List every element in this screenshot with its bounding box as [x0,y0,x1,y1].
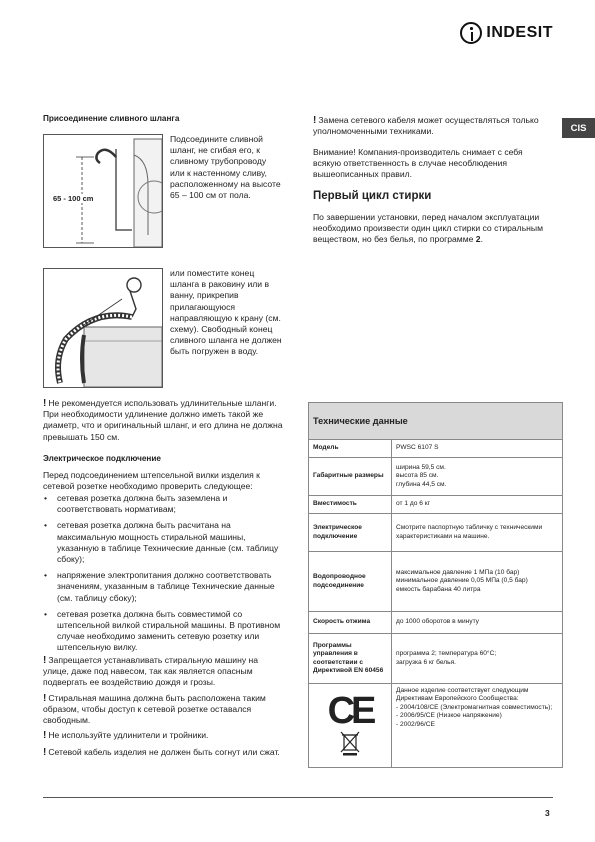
page-number: 3 [545,808,550,818]
warning-cable-replace: ! Замена сетевого кабеля может осуществляться только уполномоченными техниками. [313,115,539,137]
first-cycle-title: Первый цикл стирки [313,190,432,202]
warning-icon: ! [43,747,47,758]
table-row: Вместимость от 1 до 6 кг [309,496,563,514]
warning-icon: ! [43,398,47,409]
warning-icon: ! [313,115,317,126]
list-item: • сетевая розетка должна быть совместимой со штепсельной вилкой стиральной машины. В противном случае необходимо заменить сетевую розетку или штепсельную вилку. [43,609,283,654]
electrical-title: Электрическое подключение [43,454,161,463]
first-cycle-text: По завершении установки, перед началом эксплуатации необходимо произвести один цикл стирки со стиральным веществом, но без белья, по программе 2. [313,212,543,245]
warning-icon: ! [43,693,47,704]
electrical-intro: Перед подсоединением штепсельной вилки изделия к сетевой розетке необходимо проверить следующее: [43,470,260,492]
warning-cable: ! Сетевой кабель изделия не должен быть согнут или сжат. [43,747,280,758]
warning-extension-hose: ! Не рекомендуется использовать удлинительные шланги. При необходимости удлинение должно иметь такой же диаметр, что и оригинальный шланг, и его длина не должна превышать 150 см. [43,398,283,442]
table-row: Модель PWSC 6107 S [309,440,563,458]
table-row: Водопроводное подсоединение максимальное давление 1 МПа (10 бар) минимальное давление 0,05 МПа (0,5 бар) емкость барабана 40 литра [309,552,563,612]
table-row: Программы управления в соответствии с Директивой EN 60456 программа 2; температура 60°C; загрузка 6 кг белья. [309,634,563,684]
logo-mark-icon [460,22,482,44]
list-item: • сетевая розетка должна быть расчитана на максимальную мощность стиральной машины, указанную в таблице Технические данные (см. таблицу сбоку); [43,520,283,565]
drain-sink-illustration [43,268,163,388]
warning-no-adapters: ! Не используйте удлинители и тройники. [43,730,209,741]
list-item: • напряжение электропитания должно соответствовать значениям, указанным в таблице Технические данные (см. таблицу сбоку); [43,570,283,604]
ce-mark-icon: CE [327,689,373,732]
table-row: Скорость отжима до 1000 оборотов в минуту [309,612,563,634]
language-tab: CIS [562,118,595,138]
warning-outdoor: ! Запрещается устанавливать стиральную машину на улице, даже под навесом, так как является опасным подвергать ее воздействию дождя и грозы. [43,655,259,688]
list-item: • сетевая розетка должна быть заземлена и соответствовать нормативам; [43,493,283,515]
ce-directives: Данное изделие соответствует следующим Директивам Европейского Сообщества: - 2004/108/CE (Электромагнитная совместимость); - 2006/95/CE (Низкое напряжение) - 2002/96/CE [392,684,563,768]
table-row: Габаритные размеры ширина 59,5 см. высота 85 см. глубина 44,5 см. [309,458,563,496]
warning-icon: ! [43,730,47,741]
weee-bin-icon [339,730,361,756]
table-title: Технические данные [309,403,563,440]
table-row: Электрическое подключение Смотрите паспортную табличку с техническими характеристиками на машине. [309,514,563,552]
logo-text: INDESIT [486,24,553,41]
attention-note: Внимание! Компания-производитель снимает с себя всякую ответственность в случае несоблюдения вышеописанных правил. [313,147,523,180]
ce-cell [309,684,392,768]
drain-height-label: 65 - 100 cm [53,194,94,203]
drain-height-illustration [43,134,163,248]
warning-icon: ! [43,655,47,666]
program-number: 2 [475,234,481,245]
technical-data-table [308,402,563,768]
table-row [309,684,563,768]
indesit-logo [460,22,553,44]
drain-text-wall: Подсоедините сливной шланг, не сгибая его, к сливному трубопроводу или к настенному сливу, расположенному на высоте 65 – 100 см от пола. [170,134,281,201]
drain-text-sink: или поместите конец шланга в раковину или в ванну, прикрепив прилагающуюся направляющую к крану (см. схему). Свободный конец сливного шланга не должен быть погружен в воду. [170,268,282,357]
warning-socket-access: ! Стиральная машина должна быть расположена таким образом, чтобы доступ к сетевой розетке оставался свободным. [43,693,266,726]
electrical-checklist [43,493,283,659]
footer-rule [43,797,553,798]
drain-title: Присоединение сливного шланга [43,114,180,123]
